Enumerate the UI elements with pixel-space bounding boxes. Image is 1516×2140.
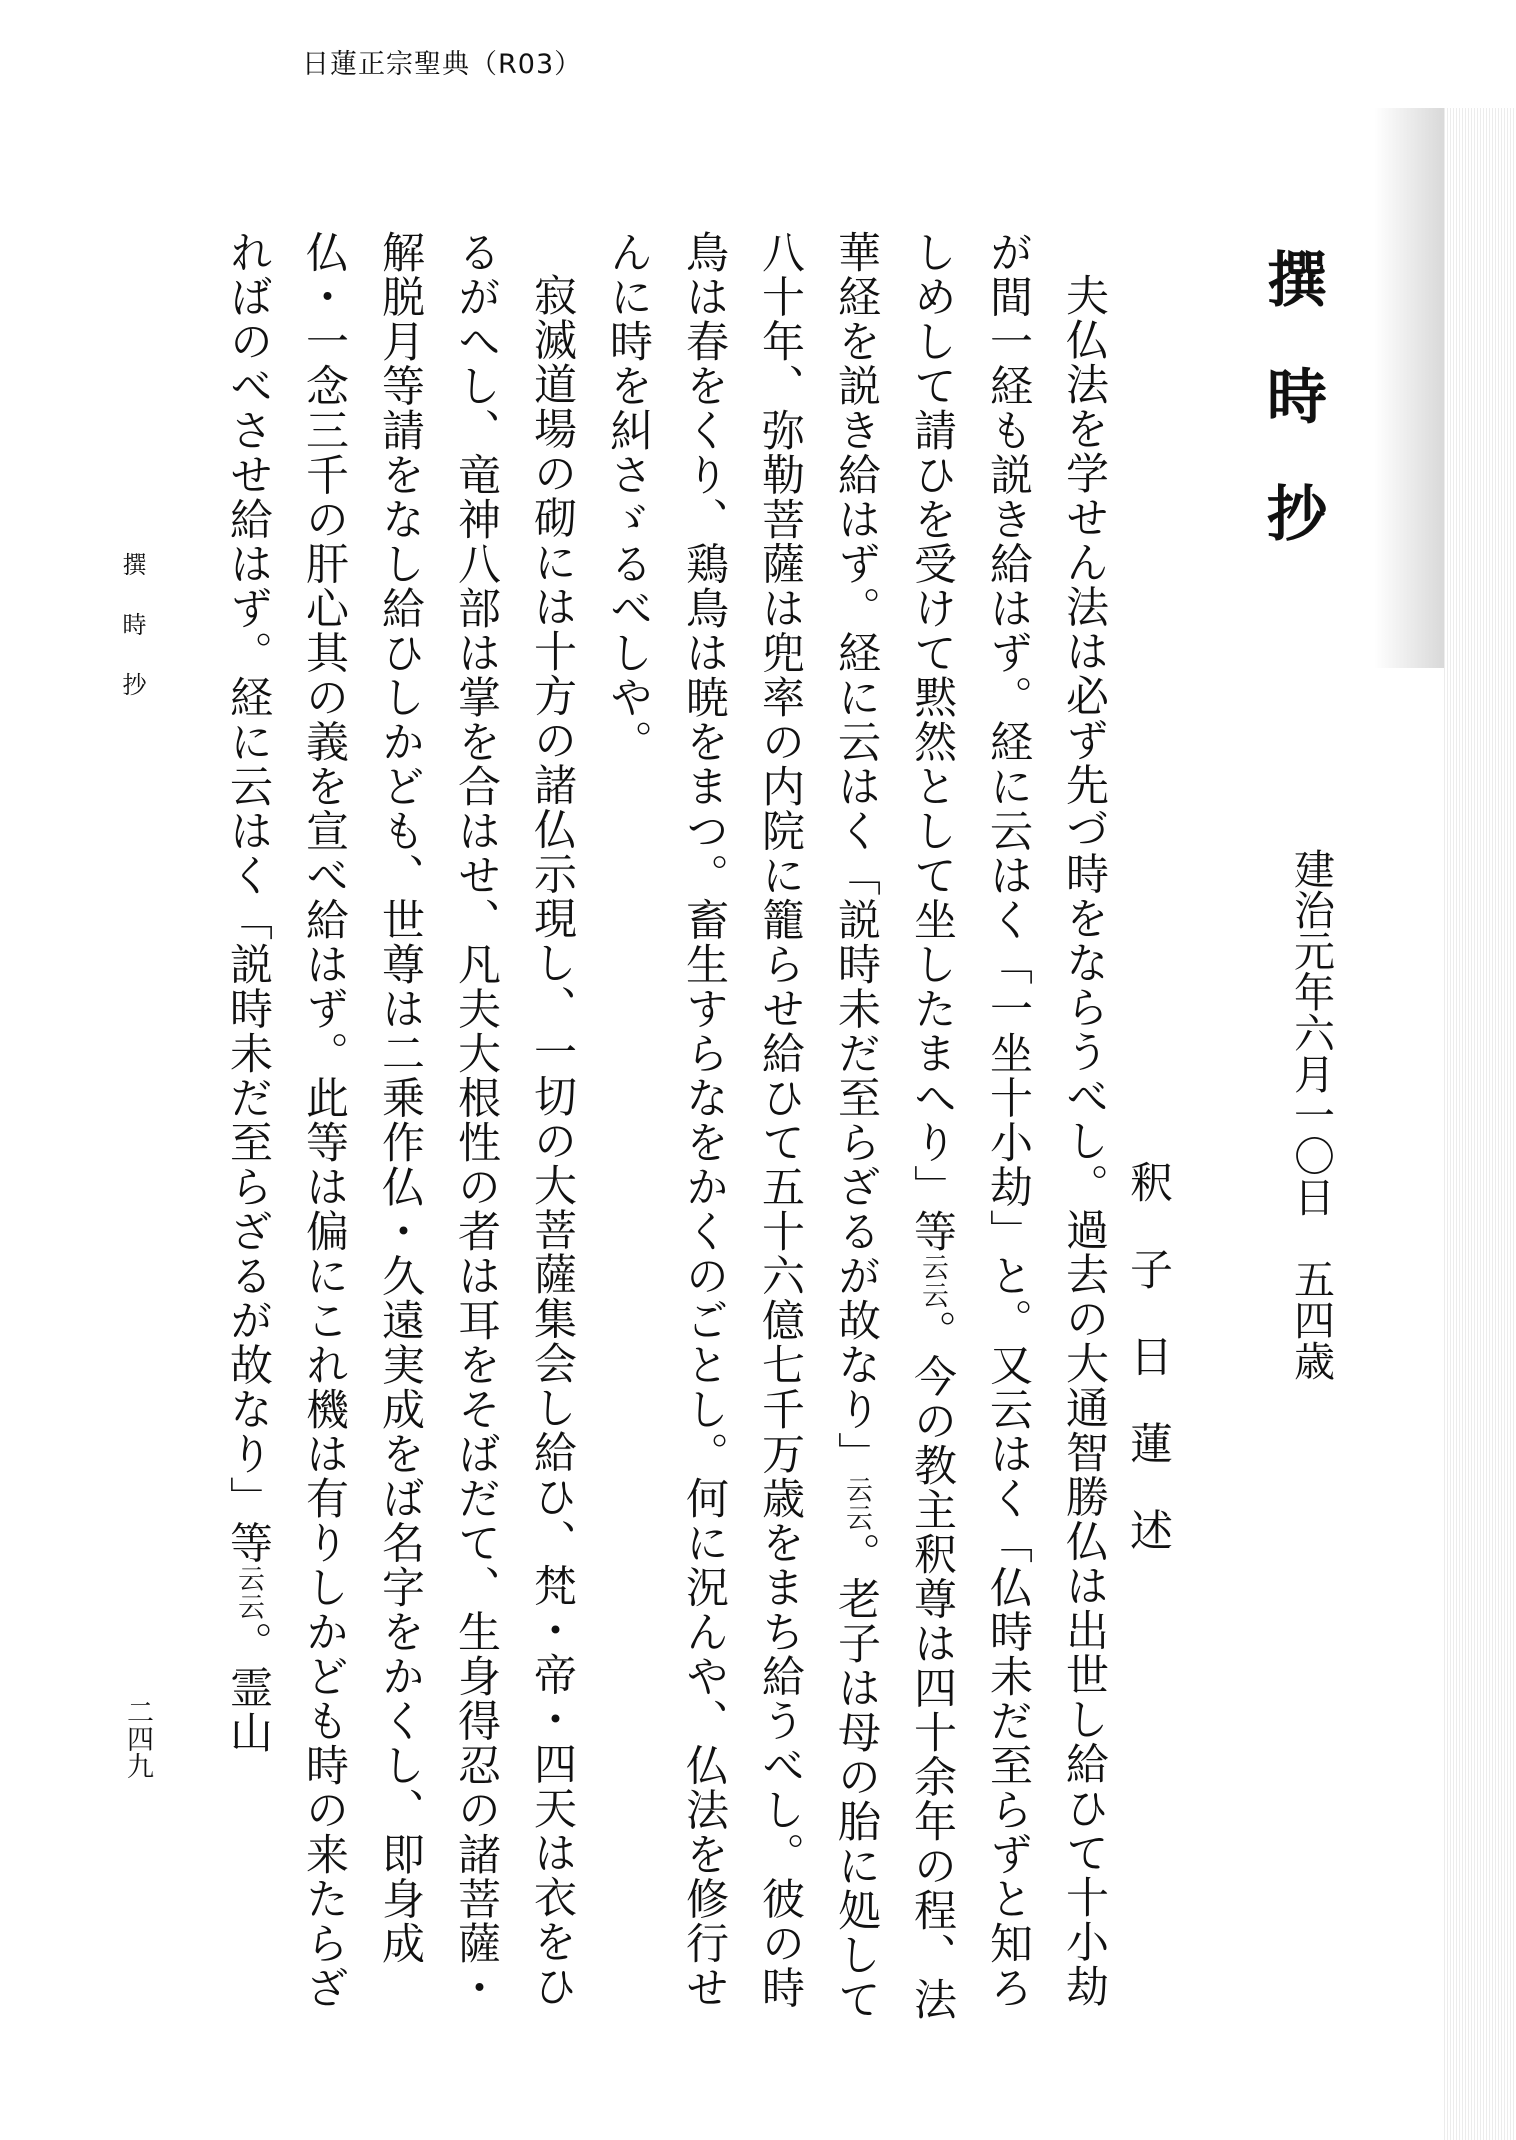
body-segment: 。今の教主釈尊は四十余年の程、法華経を説き給はず。経に云はく「説時未だ至らざるが故なり」 <box>831 230 957 2022</box>
body-paragraph <box>590 230 1122 2030</box>
page-edge-shadow <box>1374 108 1444 668</box>
body-annotation-small: 云云 <box>917 1253 948 1310</box>
body-text <box>210 230 1122 2030</box>
footer-title: 撰時抄 <box>118 552 146 732</box>
body-annotation-small: 云云 <box>841 1476 872 1533</box>
document-title: 撰時抄 <box>1257 248 1327 599</box>
body-segment: 。老子は母の胎に処して八十年、弥勒菩薩は兜率の内院に籠らせ給ひて五十六億七千万歳をまち給うべし。彼の時鳥は春をくり、鶏鳥は暁をまつ。畜生すらなをかくのごとし。何に況んや、仏法を修行せんに時を糾さゞるべしや。 <box>603 230 881 2022</box>
page-number: 二四九 <box>122 1698 153 1779</box>
body-annotation-small: 云云 <box>233 1565 264 1622</box>
body-segment: 夫仏法を学せん法は必ず先づ時をならうべし。過去の大通智勝仏は出世し給ひて十小劫が間一経も説き給はず。経に云はく「一坐十小劫」と。又云はく「仏時未だ至らずと知ろしめして請ひを受けて黙然として坐したまへり」等 <box>907 230 1109 2010</box>
date-line: 建治元年六月一〇日 五四歳 <box>1287 848 1335 1381</box>
body-segment: 。霊山 <box>223 1621 273 1755</box>
page-edge-texture <box>1444 108 1516 2140</box>
body-paragraph <box>210 230 590 2030</box>
author-line: 釈子日蓮述 <box>1123 1160 1173 1595</box>
header-source-label: 日蓮正宗聖典（R03） <box>302 49 583 80</box>
body-segment: 寂滅道場の砌には十方の諸仏示現し、一切の大菩薩集会し給ひ、梵・帝・四天は衣をひるがへし、竜神八部は掌を合はせ、凡夫大根性の者は耳をそばだて、生身得忍の諸菩薩・解脱月等請をなし給ひしかども、世尊は二乗作仏・久遠実成をば名字をかくし、即身成仏・一念三千の肝心其の義を宣べ給はず。此等は偏にこれ機は有りしかども時の来たらざればのべさせ給はず。経に云はく「説時未だ至らざるが故なり」等 <box>223 230 577 2010</box>
